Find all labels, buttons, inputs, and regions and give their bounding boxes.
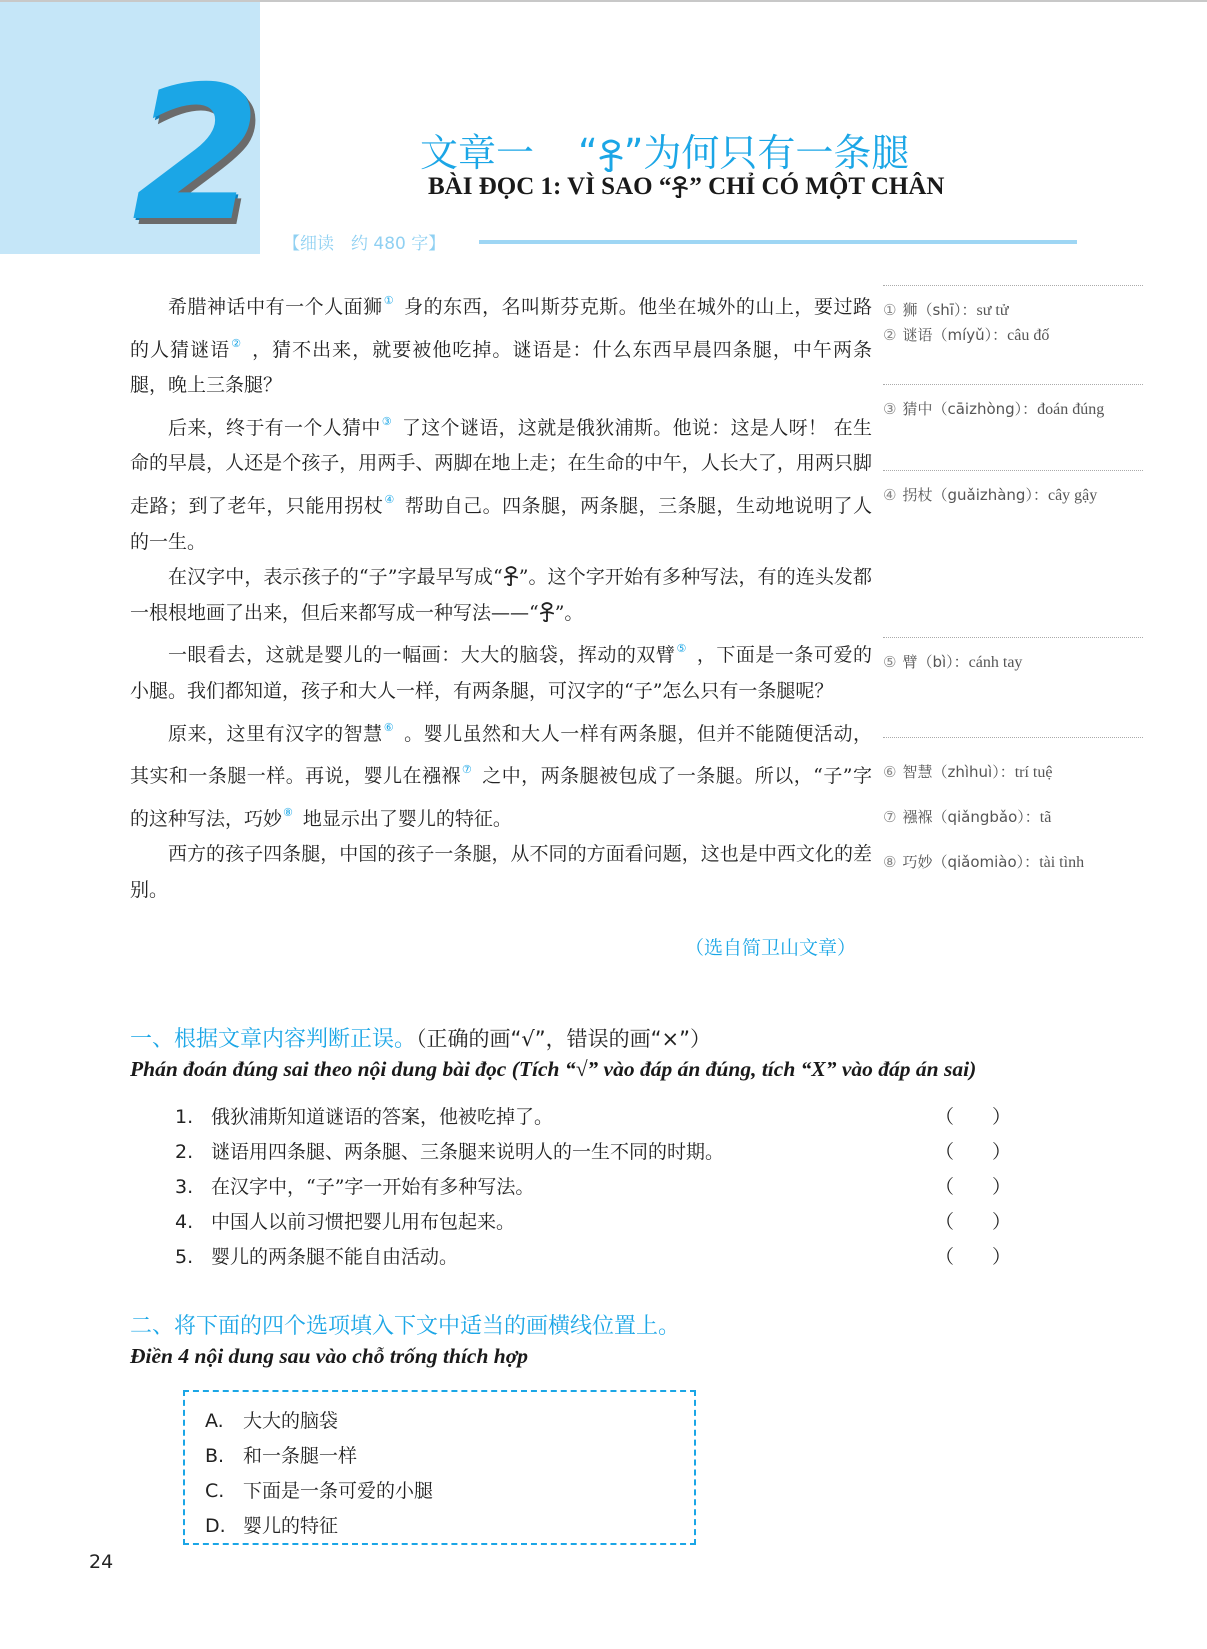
footnote-word: 襁褓 [902, 808, 933, 826]
question-text: 婴儿的两条腿不能自由活动。 [211, 1246, 459, 1268]
footnote-meaning: đoán đúng [1037, 401, 1105, 418]
footnote-pinyin: （cāizhòng）： [932, 400, 1038, 418]
footnote-word: 臂 [902, 653, 918, 671]
footnote-item [883, 323, 1143, 348]
ancient-zi-glyph-icon [503, 564, 519, 586]
footnote-group [883, 285, 1143, 348]
option-text: 婴儿的特征 [243, 1515, 339, 1537]
section1-heading: 一、根据文章内容判断正误。 [130, 1027, 417, 1052]
passage-paragraph [130, 710, 872, 838]
footnote-group [883, 384, 1143, 422]
title-cn-prefix: 文章一 [420, 131, 535, 175]
option-item [205, 1439, 433, 1474]
footnote-item [883, 750, 1143, 795]
text-run: 帮助自己。四条腿，两条腿，三条腿，生动地说明了人的一生。 [130, 494, 872, 553]
title-cn-quote-open: “ [578, 131, 598, 175]
question-number: 3. [175, 1176, 194, 1198]
reading-meta-label: 【细读 约 480 字】 [283, 234, 446, 254]
question-text: 谜语用四条腿、两条腿、三条腿来说明人的一生不同的时期。 [211, 1141, 725, 1163]
passage-paragraph [130, 404, 872, 560]
text-run: ，下面是一条可爱的小腿。我们都知道，孩子和大人一样，有两条腿，可汉字的“子”怎么只有一条腿呢？ [130, 644, 872, 702]
answer-blank[interactable]: （ ） [935, 1141, 1012, 1163]
text-run: 在汉字中，表示孩子的“子”字最早写成“ [168, 566, 503, 589]
footnote-marker: ⑤ [676, 642, 687, 656]
footnote-marker: ③ [381, 414, 392, 428]
footnote-number: ② [883, 326, 897, 344]
option-item [205, 1404, 433, 1439]
passage-paragraph [130, 631, 872, 709]
footnote-divider [883, 737, 1143, 738]
footnote-marker: ⑧ [283, 805, 293, 819]
text-run: 后来，终于有一个人猜中 [168, 416, 381, 439]
option-letter: B. [205, 1445, 225, 1467]
footnote-divider [883, 637, 1143, 638]
passage-paragraph [130, 283, 872, 404]
section1-title [130, 1022, 711, 1053]
footnote-divider [883, 285, 1143, 286]
footnote-number: ④ [883, 486, 897, 504]
section2-title: 二、将下面的四个选项填入下文中适当的画横线位置上。 [130, 1314, 681, 1339]
question-number: 1. [175, 1106, 194, 1128]
ancient-zi-glyph-icon [671, 174, 689, 198]
text-run: ”。这个字开始有多种写法，有的连头发都一根根地画了出来，但后来都写成一种写法——“ [130, 566, 872, 624]
page-number: 24 [89, 1551, 114, 1573]
footnote-marker: ⑦ [461, 763, 473, 777]
text-run: 了这个谜语，这就是俄狄浦斯。他说：这是人呀！ 在生命的早晨，人还是个孩子，用两手、两脚在地上走；在生命的中午，人长大了，用两只脚走路；到了老年，只能用拐杖 [130, 416, 872, 517]
footnote-meaning: câu đố [1007, 327, 1050, 344]
title-vietnamese [428, 173, 944, 201]
text-run: 西方的孩子四条腿，中国的孩子一条腿，从不同的方面看问题，这也是中西文化的差别。 [130, 843, 872, 901]
option-text: 和一条腿一样 [243, 1445, 358, 1467]
footnote-meaning: trí tuệ [1014, 764, 1053, 781]
reading-meta [283, 229, 1103, 253]
footnote-pinyin: （qiǎomiào）： [932, 853, 1040, 871]
footnote-group [883, 737, 1143, 885]
passage-paragraph [130, 837, 872, 908]
text-run: ”。 [554, 601, 584, 624]
footnote-word: 狮 [902, 301, 918, 319]
footnote-word: 拐杖 [902, 486, 933, 504]
option-letter: A. [205, 1410, 224, 1432]
text-run: 。婴儿虽然和大人一样有两条腿，但并不能随便活动，其实和一条腿一样。再说，婴儿在襁褓 [130, 722, 872, 788]
meta-divider [479, 240, 1077, 244]
footnote-number: ⑥ [883, 763, 897, 781]
text-run: 希腊神话中有一个人面狮 [168, 296, 383, 318]
question-text: 俄狄浦斯知道谜语的答案，他被吃掉了。 [211, 1106, 554, 1128]
option-letter: D. [205, 1515, 226, 1537]
footnote-number: ⑤ [883, 653, 897, 671]
footnote-pinyin: （zhìhuì）： [932, 763, 1015, 781]
footnote-pinyin: （bì）： [917, 653, 969, 671]
footnote-marker: ② [231, 336, 243, 350]
section1-subtitle: Phán đoán đúng sai theo nội dung bài đọc (Tích “√” vào đáp án đúng, tích “X” vào đáp án sai) [130, 1057, 977, 1081]
true-false-list [175, 1100, 1015, 1275]
question-text: 在汉字中，“子”字一开始有多种写法。 [211, 1176, 535, 1198]
footnote-pinyin: （qiǎngbǎo）： [932, 808, 1040, 826]
footnote-marker: ⑥ [383, 720, 395, 734]
question-number: 5. [175, 1246, 194, 1268]
ancient-zi-glyph-icon [598, 136, 624, 172]
footnote-item [883, 483, 1143, 508]
text-run: 之中，两条腿被包成了一条腿。所以，“子”字的这种写法，巧妙 [130, 765, 872, 830]
title-cn-rest: ”为何只有一条腿 [623, 131, 910, 175]
footnote-item [883, 298, 1143, 323]
footnote-group [883, 637, 1143, 675]
answer-blank[interactable]: （ ） [935, 1246, 1012, 1268]
text-run: 一眼看去，这就是婴儿的一幅画：大大的脑袋，挥动的双臂 [168, 644, 676, 667]
question-number: 2. [175, 1141, 194, 1163]
footnote-word: 巧妙 [902, 853, 933, 871]
options-list [205, 1404, 433, 1544]
question-item [175, 1240, 1015, 1275]
option-text: 下面是一条可爱的小腿 [243, 1480, 434, 1502]
passage-source: （选自简卫山文章） [685, 937, 857, 959]
answer-blank[interactable]: （ ） [935, 1106, 1012, 1128]
passage-paragraph [130, 560, 872, 631]
footnote-divider [883, 384, 1143, 385]
footnote-item [883, 650, 1143, 675]
footnote-meaning: cánh tay [968, 654, 1023, 671]
footnote-number: ① [883, 301, 897, 319]
question-item [175, 1100, 1015, 1135]
question-item [175, 1205, 1015, 1240]
footnote-meaning: tài tình [1039, 854, 1085, 871]
text-run: 地显示出了婴儿的特征。 [302, 807, 512, 830]
question-number: 4. [175, 1211, 194, 1233]
text-run: 原来，这里有汉字的智慧 [168, 722, 383, 745]
footnote-word: 智慧 [902, 763, 933, 781]
footnote-marker: ① [383, 294, 395, 307]
section2-subtitle: Điền 4 nội dung sau vào chỗ trống thích hợp [130, 1344, 529, 1368]
footnote-number: ③ [883, 400, 897, 418]
footnote-number: ⑧ [883, 853, 897, 871]
footnote-meaning: sư tử [976, 302, 1009, 319]
question-item [175, 1135, 1015, 1170]
footnote-marker: ④ [384, 492, 395, 506]
option-text: 大大的脑袋 [243, 1410, 339, 1432]
footnote-item [883, 840, 1143, 885]
option-item [205, 1474, 433, 1509]
footnote-word: 谜语 [902, 326, 933, 344]
footnote-word: 猜中 [902, 400, 933, 418]
ancient-zi-glyph-icon [539, 600, 555, 622]
footnote-pinyin: （guǎizhàng）： [932, 486, 1048, 504]
text-run: 身的东西，名叫斯芬克斯。他坐在城外的山上，要过路的人猜谜语 [130, 296, 872, 361]
text-run: ，猜不出来，就要被他吃掉。谜语是：什么东西早晨四条腿，中午两条腿，晚上三条腿？ [130, 338, 872, 397]
question-item [175, 1170, 1015, 1205]
option-item [205, 1509, 433, 1544]
section1-instruction: （正确的画“√”，错误的画“×”） [416, 1027, 712, 1051]
footnote-number: ⑦ [883, 808, 897, 826]
footnote-meaning: cây gậy [1047, 487, 1098, 504]
answer-blank[interactable]: （ ） [935, 1211, 1012, 1233]
footnote-item [883, 397, 1143, 422]
title-chinese [420, 122, 909, 177]
options-box [183, 1390, 696, 1545]
footnote-pinyin: （míyǔ）： [932, 326, 1008, 344]
answer-blank[interactable]: （ ） [935, 1176, 1012, 1198]
question-text: 中国人以前习惯把婴儿用布包起来。 [211, 1211, 516, 1233]
title-vi-suffix: ” CHỈ CÓ MỘT CHÂN [689, 173, 945, 200]
footnote-meaning: tã [1039, 809, 1052, 826]
footnote-pinyin: （shī）： [917, 301, 977, 319]
chapter-number: 2 [132, 46, 257, 262]
footnote-group [883, 470, 1143, 508]
title-vi-prefix: BÀI ĐỌC 1: VÌ SAO “ [428, 173, 672, 200]
footnote-item [883, 795, 1143, 840]
option-letter: C. [205, 1480, 225, 1502]
passage [130, 283, 872, 909]
footnote-divider [883, 470, 1143, 471]
